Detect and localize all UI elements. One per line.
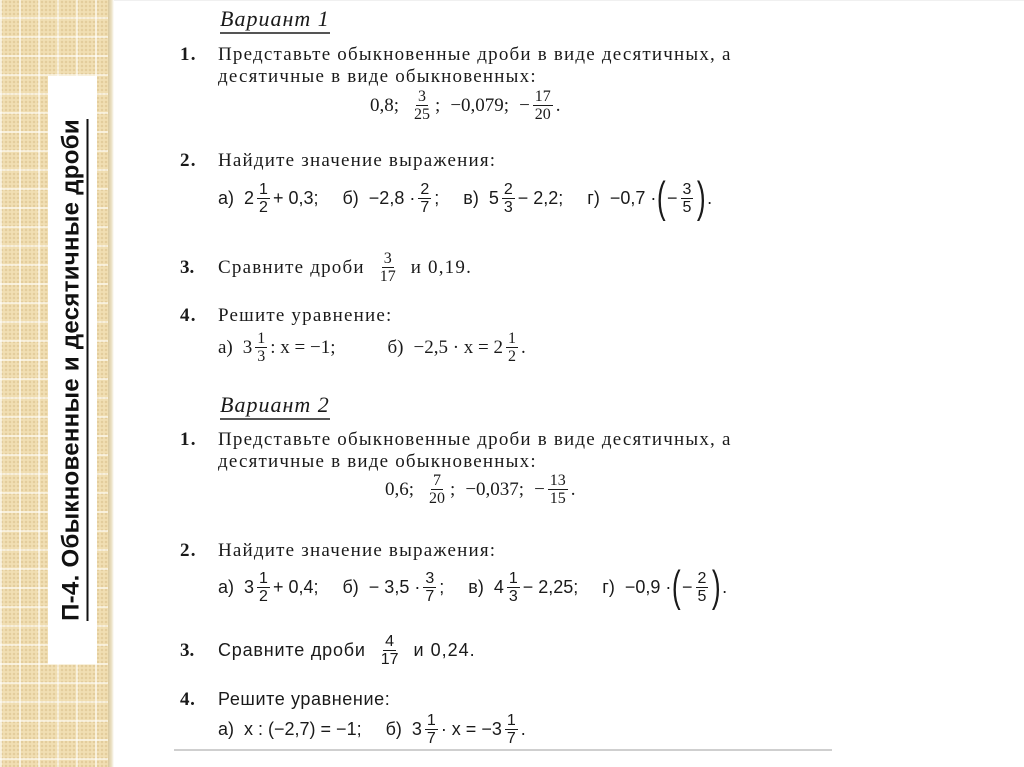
math-token: −2,8 · — [368, 187, 416, 208]
fraction — [378, 250, 398, 285]
side-strip-edge — [108, 0, 114, 767]
fraction-numerator: 2 — [697, 569, 707, 587]
fraction — [506, 330, 518, 365]
math-token: −0,9 · — [624, 576, 672, 597]
fraction-numerator: 1 — [259, 180, 268, 198]
task-number: 2. — [180, 540, 197, 561]
math-token: . — [722, 576, 728, 597]
task-number: 4. — [180, 689, 196, 710]
v1-task2-header — [180, 150, 496, 172]
v2-task3 — [180, 633, 476, 668]
task-number: 3. — [180, 639, 195, 661]
math-token: а) — [218, 719, 235, 739]
math-token: 3 — [242, 336, 253, 358]
math-token: . — [570, 478, 576, 500]
math-token: · x = −3 — [440, 719, 502, 739]
fraction-numerator: 4 — [385, 633, 395, 650]
math-token: − — [519, 94, 530, 116]
fraction-denominator: 3 — [503, 198, 513, 216]
math-token: Найдите значение выражения: — [218, 150, 497, 171]
fraction-numerator: 3 — [383, 250, 392, 267]
fraction-denominator: 3 — [257, 348, 266, 365]
math-token: и 0,24. — [413, 640, 476, 660]
v1-task4-items — [218, 330, 526, 365]
fraction-denominator: 17 — [379, 268, 396, 285]
fraction-numerator: 1 — [508, 330, 517, 347]
math-token: Решите уравнение: — [218, 689, 391, 709]
math-token: б) — [342, 576, 359, 597]
fraction — [533, 88, 553, 123]
math-token: Представьте обыкновенные дроби в виде десятичных, а — [218, 44, 732, 65]
v1-task1-items — [370, 88, 561, 123]
math-token: . — [707, 187, 713, 208]
math-token: а) — [218, 187, 235, 208]
v2-task4-header — [180, 688, 390, 711]
task-number: 1. — [180, 44, 197, 65]
v2-task1-line1 — [180, 429, 732, 451]
fraction-denominator: 3 — [508, 587, 518, 605]
math-token: 0,8; — [370, 94, 400, 116]
v2-task1-line2: десятичные в виде обыкновенных: — [218, 451, 537, 472]
fraction — [681, 181, 694, 216]
math-token: в) — [463, 187, 479, 208]
math-token: 3 — [411, 719, 422, 739]
math-token: и 0,19. — [410, 256, 473, 278]
fraction-denominator: 5 — [682, 198, 692, 216]
math-token: − 2,2; — [517, 187, 564, 208]
fraction-numerator: 7 — [433, 472, 442, 489]
fraction-numerator: 1 — [506, 712, 516, 729]
fraction-numerator: 1 — [257, 330, 266, 347]
variant-1-title: Вариант 1 — [220, 6, 330, 34]
fraction — [507, 570, 520, 605]
fraction-numerator: 2 — [503, 180, 513, 198]
fraction-denominator: 2 — [259, 198, 268, 216]
fraction — [425, 712, 438, 747]
math-token: а) — [218, 336, 233, 358]
math-token: − — [682, 576, 693, 597]
fraction-numerator: 1 — [426, 712, 436, 729]
v1-task3 — [180, 250, 472, 285]
parenthesis: ) — [712, 562, 722, 611]
math-token: . — [521, 336, 526, 358]
fraction-numerator: 17 — [534, 88, 551, 105]
math-token: г) — [602, 576, 615, 597]
math-token: 3 — [244, 576, 255, 597]
math-token: б) — [385, 719, 402, 739]
task-number: 3. — [180, 256, 195, 278]
math-token: −0,7 · — [609, 187, 657, 208]
math-token — [48, 76, 97, 664]
math-token: − 2,25; — [522, 576, 579, 597]
fraction — [505, 712, 518, 747]
fraction — [502, 181, 515, 216]
fraction-numerator: 3 — [682, 180, 692, 198]
bottom-rule — [174, 749, 832, 751]
math-token: ; — [450, 478, 456, 500]
fraction-denominator: 7 — [420, 198, 430, 216]
v1-task1-line2: десятичные в виде обыкновенных: — [218, 66, 537, 87]
math-token: . — [555, 94, 561, 116]
fraction — [423, 570, 436, 605]
math-token: Сравните дроби — [218, 640, 366, 660]
v2-task4-items — [218, 712, 526, 747]
fraction-denominator: 2 — [508, 348, 517, 365]
math-token: Сравните дроби — [218, 256, 365, 278]
fraction-numerator: 1 — [508, 569, 518, 587]
fraction-denominator: 5 — [697, 587, 707, 605]
math-token: 5 — [488, 187, 499, 208]
fraction — [548, 472, 568, 507]
math-token: ; — [435, 94, 441, 116]
math-token: 4 — [493, 576, 504, 597]
parenthesis: ) — [697, 173, 707, 222]
fraction — [255, 330, 267, 365]
math-token: : x = −1; — [270, 336, 336, 358]
task-number: 2. — [180, 150, 197, 171]
math-token: . — [520, 719, 526, 739]
fraction — [418, 181, 431, 216]
v1-task4-header — [180, 305, 393, 327]
fraction-denominator: 25 — [414, 106, 431, 123]
fraction — [696, 570, 709, 605]
task-number: 1. — [180, 429, 197, 450]
math-token: б) — [387, 336, 404, 358]
math-token: ; — [439, 576, 445, 597]
fraction — [257, 570, 270, 605]
fraction-denominator: 20 — [429, 490, 446, 507]
math-token: а) — [218, 576, 235, 597]
math-token: ; — [434, 187, 440, 208]
math-token: Решите уравнение: — [218, 305, 393, 326]
math-token: 0,6; — [385, 478, 415, 500]
fraction-denominator: 7 — [425, 587, 435, 605]
math-token: −2,5 · x = 2 — [413, 336, 504, 358]
math-token: г) — [587, 187, 600, 208]
fraction-denominator: 17 — [380, 651, 399, 668]
fraction-denominator: 7 — [426, 730, 436, 747]
parenthesis: ( — [672, 562, 682, 611]
math-token: в) — [468, 576, 484, 597]
math-token: Найдите значение выражения: — [218, 540, 497, 561]
fraction-denominator: 20 — [534, 106, 551, 123]
v2-task1-items — [385, 472, 576, 507]
math-token: + 0,4; — [272, 576, 319, 597]
math-token: Представьте обыкновенные дроби в виде десятичных, а — [218, 429, 732, 450]
math-token: −0,079; — [450, 94, 510, 116]
math-token: −0,037; — [465, 478, 525, 500]
v2-task2-header — [180, 540, 496, 562]
math-token: − — [667, 187, 678, 208]
fraction-denominator: 2 — [259, 587, 268, 605]
fraction — [412, 88, 432, 123]
fraction-numerator: 1 — [259, 569, 268, 587]
fraction-numerator: 3 — [425, 569, 435, 587]
fraction-numerator: 2 — [420, 180, 430, 198]
math-token: x : (−2,7) = −1; — [244, 719, 362, 739]
fraction — [427, 472, 447, 507]
math-token: − — [534, 478, 545, 500]
fraction-denominator: 7 — [506, 730, 516, 747]
task-number: 4. — [180, 305, 197, 326]
side-label-text: П-4. Обыкновенные и десятичные дроби — [57, 119, 88, 621]
math-token: б) — [342, 187, 359, 208]
variant-2-title: Вариант 2 — [220, 392, 330, 420]
math-token: + 0,3; — [272, 187, 319, 208]
v1-task2-items — [218, 173, 713, 222]
math-token: 2 — [244, 187, 255, 208]
fraction-numerator: 13 — [549, 472, 566, 489]
fraction — [257, 181, 270, 216]
v1-task1-line1 — [180, 44, 732, 66]
top-rule — [114, 0, 1024, 1]
fraction-numerator: 3 — [418, 88, 427, 105]
math-token: − 3,5 · — [368, 576, 421, 597]
fraction-denominator: 15 — [549, 490, 566, 507]
parenthesis: ( — [657, 173, 667, 222]
side-label — [48, 76, 97, 664]
fraction — [379, 633, 401, 668]
v2-task2-items — [218, 562, 728, 611]
